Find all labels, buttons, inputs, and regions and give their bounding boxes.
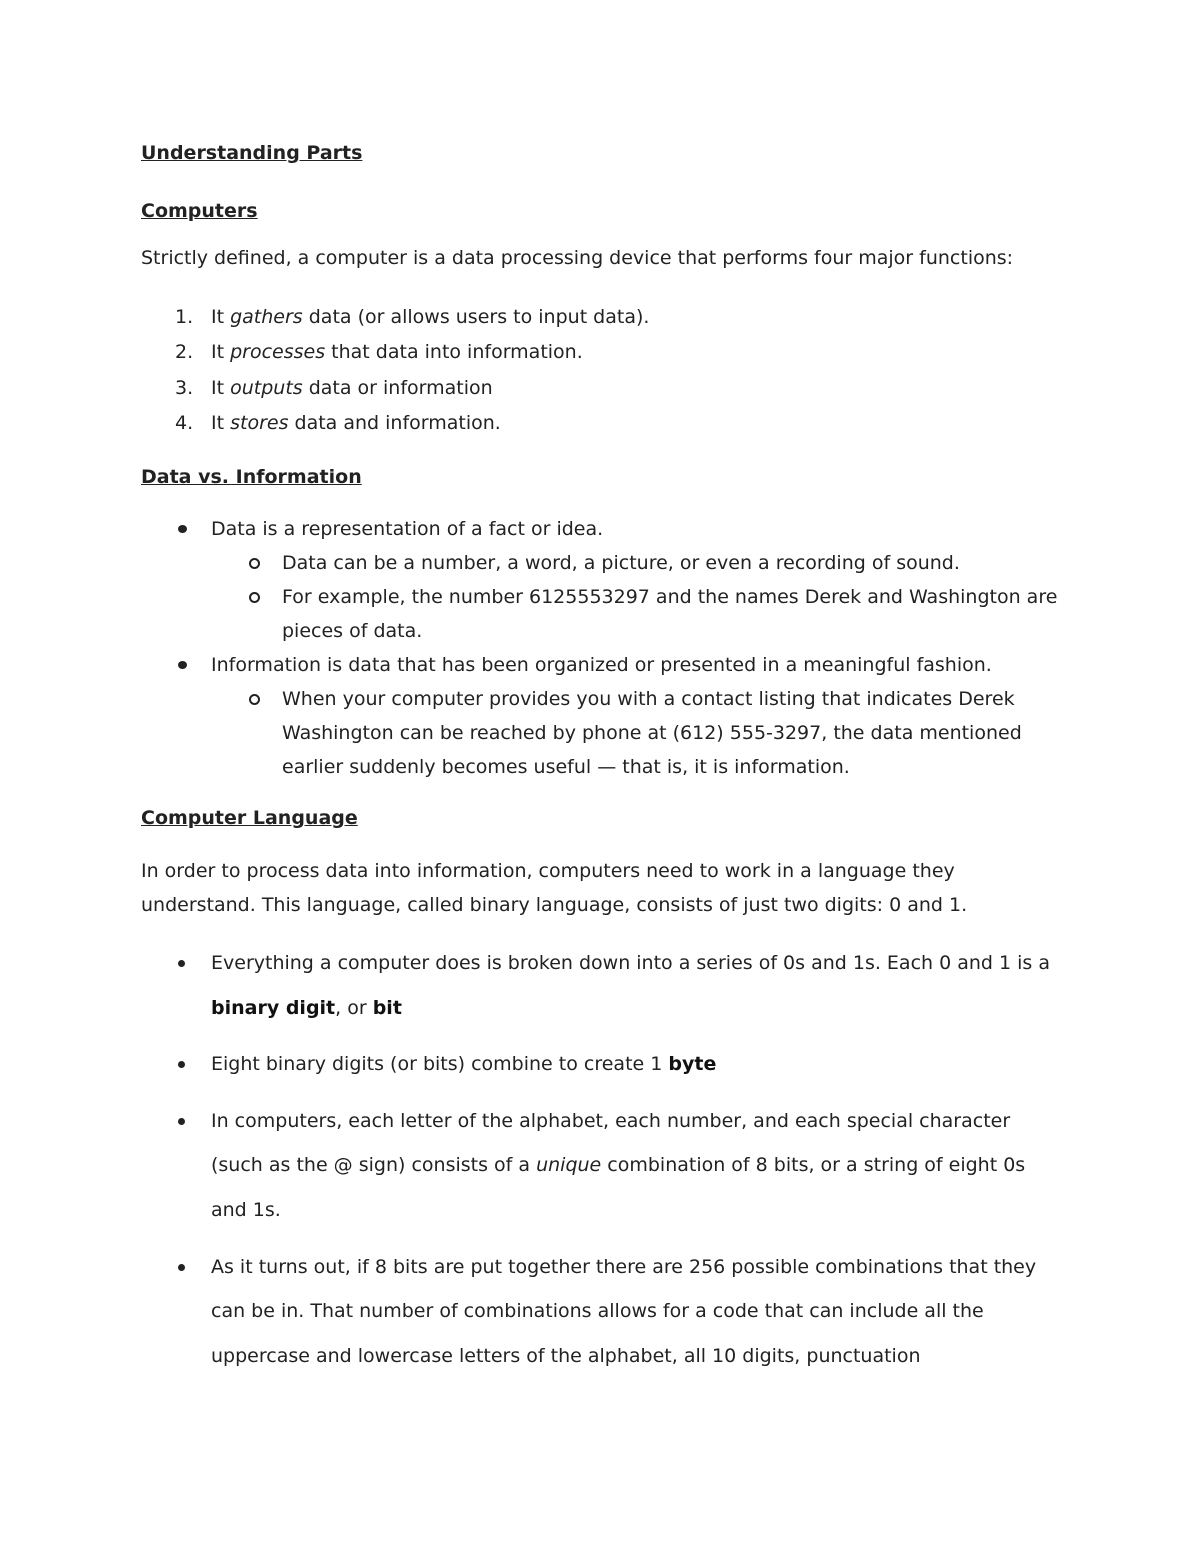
list-item: 4. It stores data and information. bbox=[141, 406, 649, 441]
list-item: Eight binary digits (or bits) combine to create 1 byte bbox=[141, 1042, 1061, 1087]
sub-list bbox=[211, 546, 1071, 648]
hollow-bullet-icon bbox=[249, 592, 260, 603]
sub-list bbox=[211, 682, 1071, 784]
list-item: In computers, each letter of the alphabet, each number, and each special character (such as the @ sign) consists of a unique combination of 8 bits, or a string of eight 0s and 1s. bbox=[141, 1099, 1061, 1233]
list-item: Information is data that has been organized or presented in a meaningful fashion. When your computer provides you with a contact listing that indicates Derek Washington can be reached by phone at (612) 555-3297, the data mentioned earlier suddenly becomes useful — that is, it is information. bbox=[141, 648, 1071, 784]
bullet-icon bbox=[178, 525, 187, 533]
functions-list bbox=[141, 300, 649, 441]
bullet-icon bbox=[178, 661, 187, 669]
data-info-list bbox=[141, 512, 1071, 784]
hollow-bullet-icon bbox=[249, 694, 260, 705]
list-item: For example, the number 6125553297 and the names Derek and Washington are pieces of data. bbox=[211, 580, 1071, 648]
list-item: When your computer provides you with a contact listing that indicates Derek Washington can be reached by phone at (612) 555-3297, the data mentioned earlier suddenly becomes useful — that is, it is information. bbox=[211, 682, 1071, 784]
computers-intro: Strictly defined, a computer is a data processing device that performs four major functions: bbox=[141, 247, 1014, 269]
binary-list bbox=[141, 941, 1061, 1378]
hollow-bullet-icon bbox=[249, 558, 260, 569]
list-number: 1. bbox=[175, 306, 194, 328]
heading-computers: Computers bbox=[141, 200, 258, 222]
list-item: 3. It outputs data or information bbox=[141, 371, 649, 406]
list-item: 1. It gathers data (or allows users to input data). bbox=[141, 300, 649, 335]
bullet-icon bbox=[178, 1061, 185, 1068]
list-item: 2. It processes that data into information. bbox=[141, 335, 649, 370]
list-item: Data can be a number, a word, a picture, or even a recording of sound. bbox=[211, 546, 1071, 580]
heading-computer-language: Computer Language bbox=[141, 807, 358, 829]
list-number: 3. bbox=[175, 376, 194, 399]
bullet-icon bbox=[178, 1118, 185, 1125]
page-title: Understanding Parts bbox=[141, 142, 363, 164]
list-number: 4. bbox=[175, 411, 194, 434]
list-number: 2. bbox=[175, 341, 194, 364]
list-item: Data is a representation of a fact or idea. Data can be a number, a word, a picture, or even a recording of sound. For example, the number 6125553297 and the names Derek and Washington are pieces of data. bbox=[141, 512, 1071, 648]
list-item: As it turns out, if 8 bits are put together there are 256 possible combinations that they can be in. That number of combinations allows for a code that can include all the uppercase and lowercase letters of the alphabet, all 10 digits, punctuation bbox=[141, 1245, 1061, 1379]
bullet-icon bbox=[178, 1264, 185, 1271]
list-item: Everything a computer does is broken down into a series of 0s and 1s. Each 0 and 1 is a binary digit, or bit bbox=[141, 941, 1061, 1030]
language-intro: In order to process data into information, computers need to work in a language they understand. This language, called binary language, consists of just two digits: 0 and 1. bbox=[141, 860, 968, 916]
bullet-icon bbox=[178, 960, 185, 967]
heading-data-vs-information: Data vs. Information bbox=[141, 466, 362, 488]
